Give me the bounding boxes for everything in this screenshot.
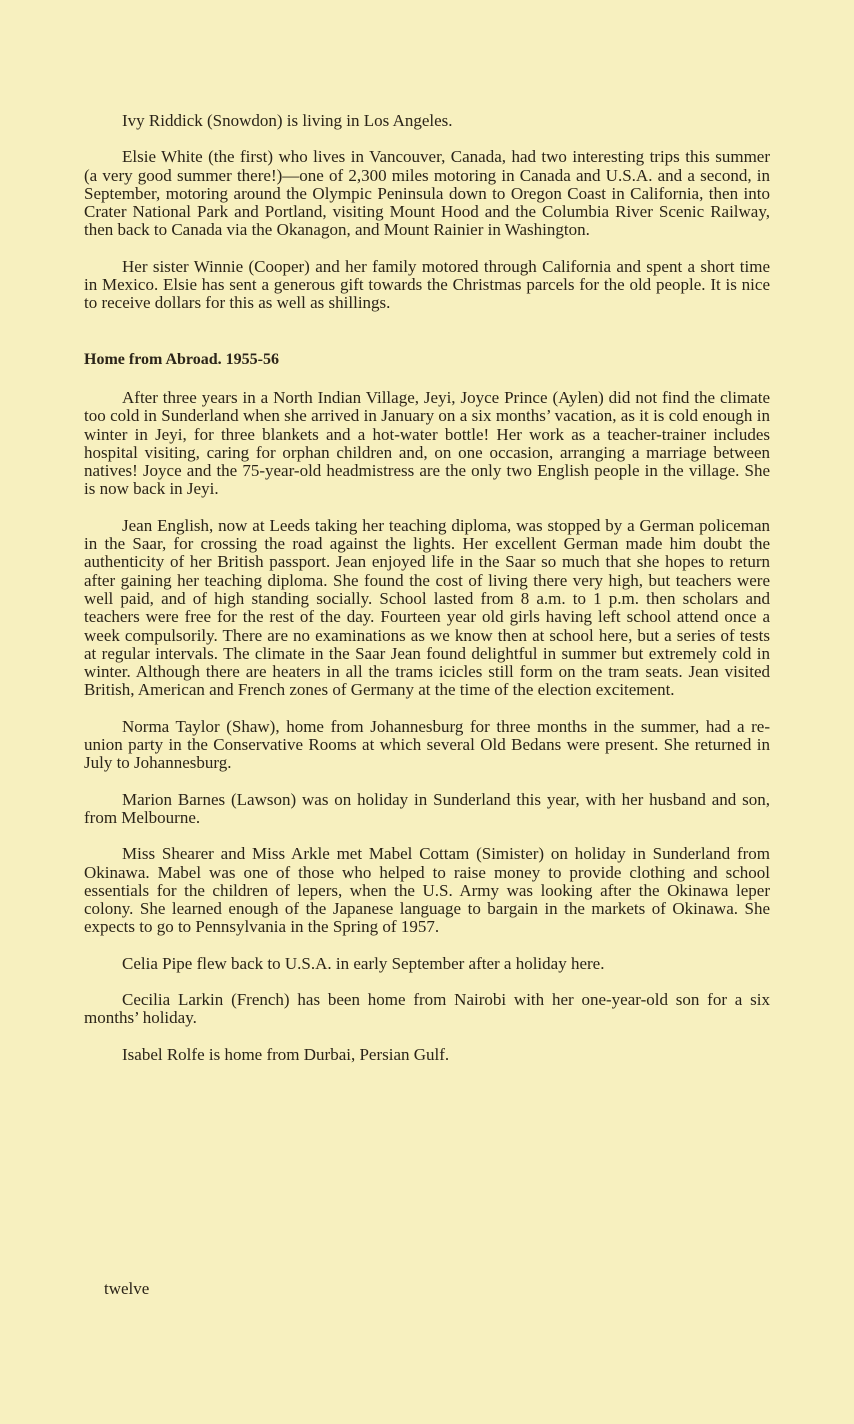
paragraph-celia-pipe: Celia Pipe flew back to U.S.A. in early September after a holiday here. — [122, 953, 605, 973]
paragraph-jean-english: Jean English, now at Leeds taking her teaching diploma, was stopped by a German policeman in the Saar, for crossing the road against the lights. Her excellent German made him doubt the authenticity of her British passport. Jean enjoyed life in the Saar so much that she hopes to return after gaining her teaching diploma. She found the cost of living there very high, but teachers were well paid, and of high standing socially. School lasted from 8 a.m. to 1 p.m. then scholars and teachers were free for the rest of the day. Fourteen year old girls having left school attend once a week compulsorily. There are no examinations as we know then at school here, but a series of tests at regular intervals. The climate in the Saar Jean found delightful in summer but extremely cold in winter. Although there are heaters in all the trams icicles still form on the tram seats. Jean visited British, American and French zones of Germany at the time of the election excitement. — [84, 515, 770, 700]
paragraph-mabel-cottam: Miss Shearer and Miss Arkle met Mabel Cottam (Simister) on holiday in Sunderland from Okinawa. Mabel was one of those who helped to raise money to provide clothing and school essentials for the children of lepers, when the U.S. Army was looking after the Okinawa leper colony. She learned enough of the Japanese language to bargain in the markets of Okinawa. She expects to go to Pennsylvania in the Spring of 1957. — [84, 844, 770, 937]
page-folio: twelve — [104, 1279, 150, 1298]
section-heading: Home from Abroad. 1955-56 — [84, 350, 279, 368]
paragraph-joyce-prince: After three years in a North Indian Village, Jeyi, Joyce Prince (Aylen) did not find the climate too cold in Sunderland when she arrived in January on a six months’ vacation, as it is cold enough in winter in Jeyi, for three blankets and a hot-water bottle! Her work as a teacher-trainer includes hospital visiting, caring for orphan children and, on one occasion, arranging a marriage between natives! Joyce and the 75-year-old headmistress are the only two English people in the village. She is now back in Jeyi. — [84, 387, 770, 499]
paragraph-elsie-white: Elsie White (the first) who lives in Vancouver, Canada, had two interesting trips this summer (a very good summer there!)—one of 2,300 miles motoring in Canada and U.S.A. and a second, in September, motoring around the Olympic Peninsula down to Oregon Coast in California, then into Crater National Park and Portland, visiting Mount Hood and the Columbia River Scenic Railway, then back to Canada via the Okanagon, and Mount Rainier in Washington. — [84, 147, 770, 240]
paragraph-marion-barnes: Marion Barnes (Lawson) was on holiday in Sunderland this year, with her husband and son, from Melbourne. — [84, 789, 770, 827]
paragraph-winnie-cooper: Her sister Winnie (Cooper) and her family motored through California and spent a short time in Mexico. Elsie has sent a generous gift towards the Christmas parcels for the old people. It is nice to receive dollars for this as well as shillings. — [84, 256, 770, 313]
paragraph-isabel-rolfe: Isabel Rolfe is home from Durbai, Persian Gulf. — [122, 1044, 450, 1064]
paragraph-norma-taylor: Norma Taylor (Shaw), home from Johannesburg for three months in the summer, had a re-union party in the Conservative Rooms at which several Old Bedans were present. She returned in July to Johannesburg. — [84, 716, 770, 773]
paragraph-ivy-riddick: Ivy Riddick (Snowdon) is living in Los Angeles. — [122, 111, 453, 130]
document-page — [84, 112, 770, 1082]
paragraph-cecilia-larkin: Cecilia Larkin (French) has been home from Nairobi with her one-year-old son for a six months’ holiday. — [84, 989, 770, 1028]
